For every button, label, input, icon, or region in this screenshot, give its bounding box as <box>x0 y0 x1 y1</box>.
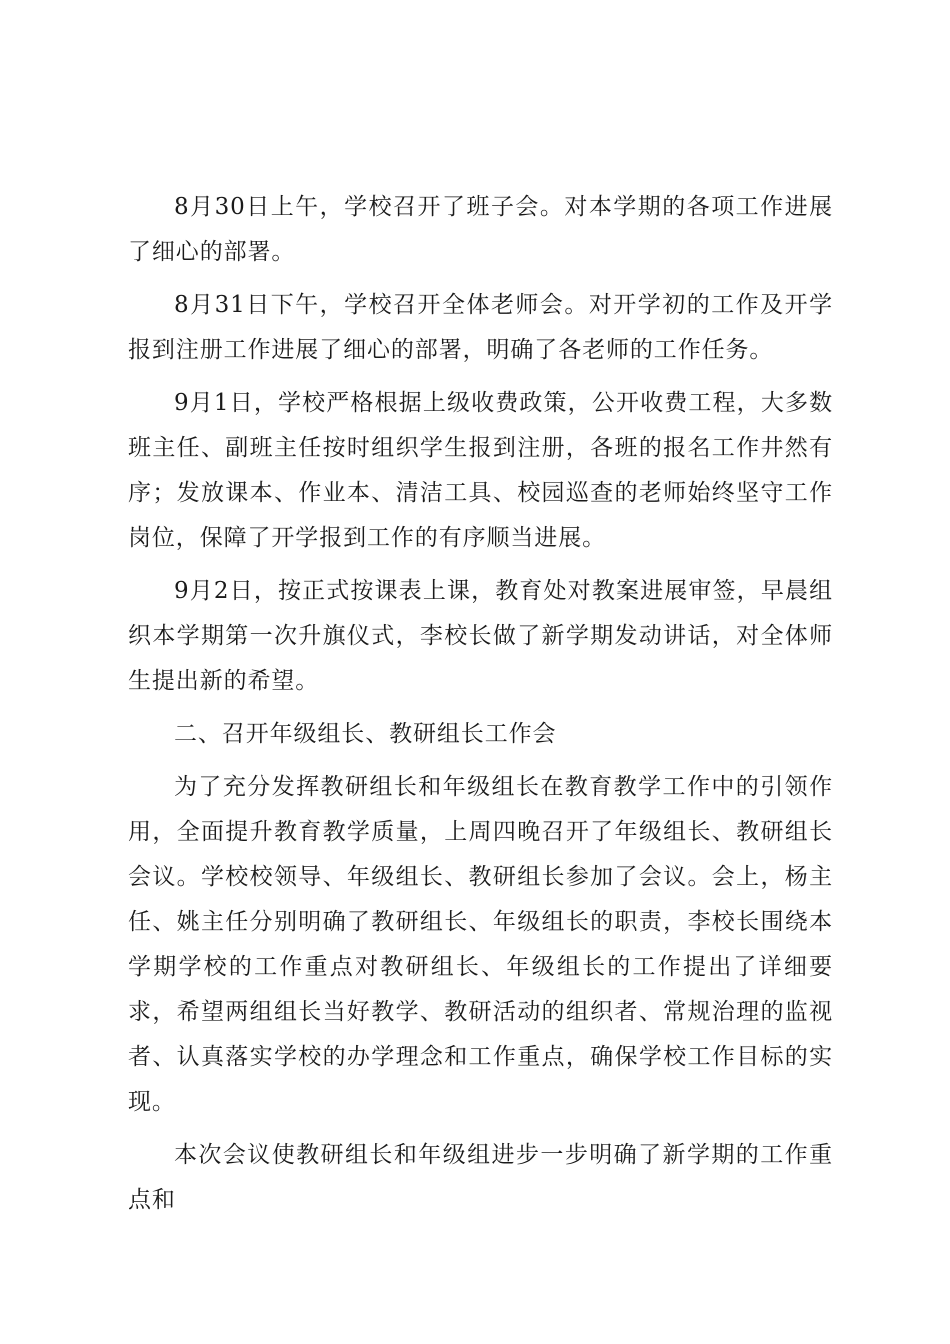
paragraph-leaders-meeting-details: 为了充分发挥教研组长和年级组长在教育教学工作中的引领作用，全面提升教育教学质量，上周四晚召开了年级组长、教研组长会议。学校校领导、年级组长、教研组长参加了会议。会上，杨主任、姚主任分别明确了教研组长、年级组长的职责，李校长围绕本学期学校的工作重点对教研组长、年级组长的工作提出了详细要求，希望两组组长当好教学、教研活动的组织者、常规治理的监视者、认真落实学校的办学理念和工作重点，确保学校工作目标的实现。 <box>128 774 833 1115</box>
paragraph-sep1-registration: 9月1日，学校严格根据上级收费政策，公开收费工程，大多数班主任、副班主任按时组织学生报到注册，各班的报名工作井然有序；发放课本、作业本、清洁工具、校园巡查的老师始终坚守工作岗位，保障了开学报到工作的有序顺当进展。 <box>128 390 833 551</box>
paragraph-aug30-meeting: 8月30日上午，学校召开了班子会。对本学期的各项工作进展了细心的部署。 <box>128 194 833 265</box>
document-body <box>128 185 833 1231</box>
section-heading-leaders-meeting: 二、召开年级组长、教研组长工作会 <box>174 721 557 747</box>
paragraph-aug31-teacher-meeting: 8月31日下午，学校召开全体老师会。对开学初的工作及开学报到注册工作进展了细心的部署，明确了各老师的工作任务。 <box>128 292 833 363</box>
paragraph-meeting-outcome: 本次会议使教研组长和年级组进步一步明确了新学期的工作重点和 <box>128 1142 833 1213</box>
paragraph-sep2-classes: 9月2日，按正式按课表上课，教育处对教案进展审签，早晨组织本学期第一次升旗仪式，李校长做了新学期发动讲话，对全体师生提出新的希望。 <box>128 578 833 694</box>
